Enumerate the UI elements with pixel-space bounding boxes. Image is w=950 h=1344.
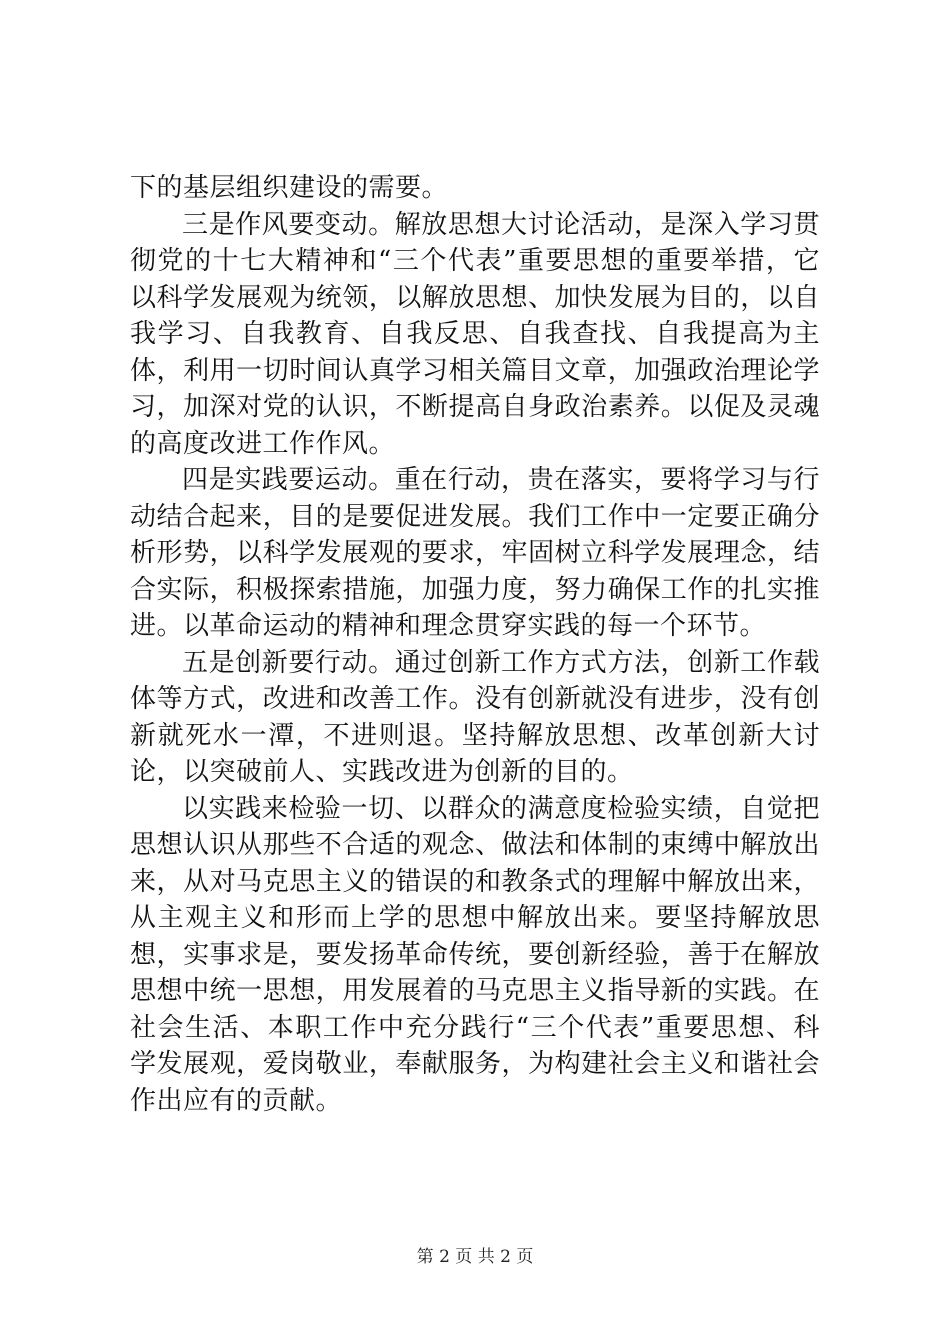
paragraph-continuation: 下的基层组织建设的需要。 bbox=[130, 173, 449, 203]
paragraph-innovation: 五是创新要行动。通过创新工作方式方法，创新工作载体等方式，改进和改善工作。没有创新就没有进步，没有创新就死水一潭，不进则退。坚持解放思想、改革创新大讨论，以突破前人、实践改进为创新的目的。 bbox=[130, 647, 820, 787]
paragraph-practice: 四是实践要运动。重在行动，贵在落实，要将学习与行动结合起来，目的是要促进发展。我们工作中一定要正确分析形势，以科学发展观的要求，牢固树立科学发展理念，结合实际，积极探索措施，加强力度，努力确保工作的扎实推进。以革命运动的精神和理念贯穿实践的每一个环节。 bbox=[130, 465, 820, 641]
page-number-footer: 第 2 页 共 2 页 bbox=[416, 1247, 534, 1267]
document-body bbox=[130, 170, 820, 1119]
paragraph-conclusion: 以实践来检验一切、以群众的满意度检验实绩，自觉把思想认识从那些不合适的观念、做法和体制的束缚中解放出来，从对马克思主义的错误的和教条式的理解中解放出来，从主观主义和形而上学的思想中解放出来。要坚持解放思想，实事求是，要发扬革命传统，要创新经验，善于在解放思想中统一思想，用发展着的马克思主义指导新的实践。在社会生活、本职工作中充分践行“三个代表”重要思想、科学发展观，爱岗敬业，奉献服务，为构建社会主义和谐社会作出应有的贡献。 bbox=[130, 793, 820, 1116]
paragraph-work-style: 三是作风要变动。解放思想大讨论活动，是深入学习贯彻党的十七大精神和“三个代表”重要思想的重要举措，它以科学发展观为统领，以解放思想、加快发展为目的，以自我学习、自我教育、自我反思、自我查找、自我提高为主体，利用一切时间认真学习相关篇目文章，加强政治理论学习，加深对党的认识，不断提高自身政治素养。以促及灵魂的高度改进工作作风。 bbox=[130, 209, 820, 459]
